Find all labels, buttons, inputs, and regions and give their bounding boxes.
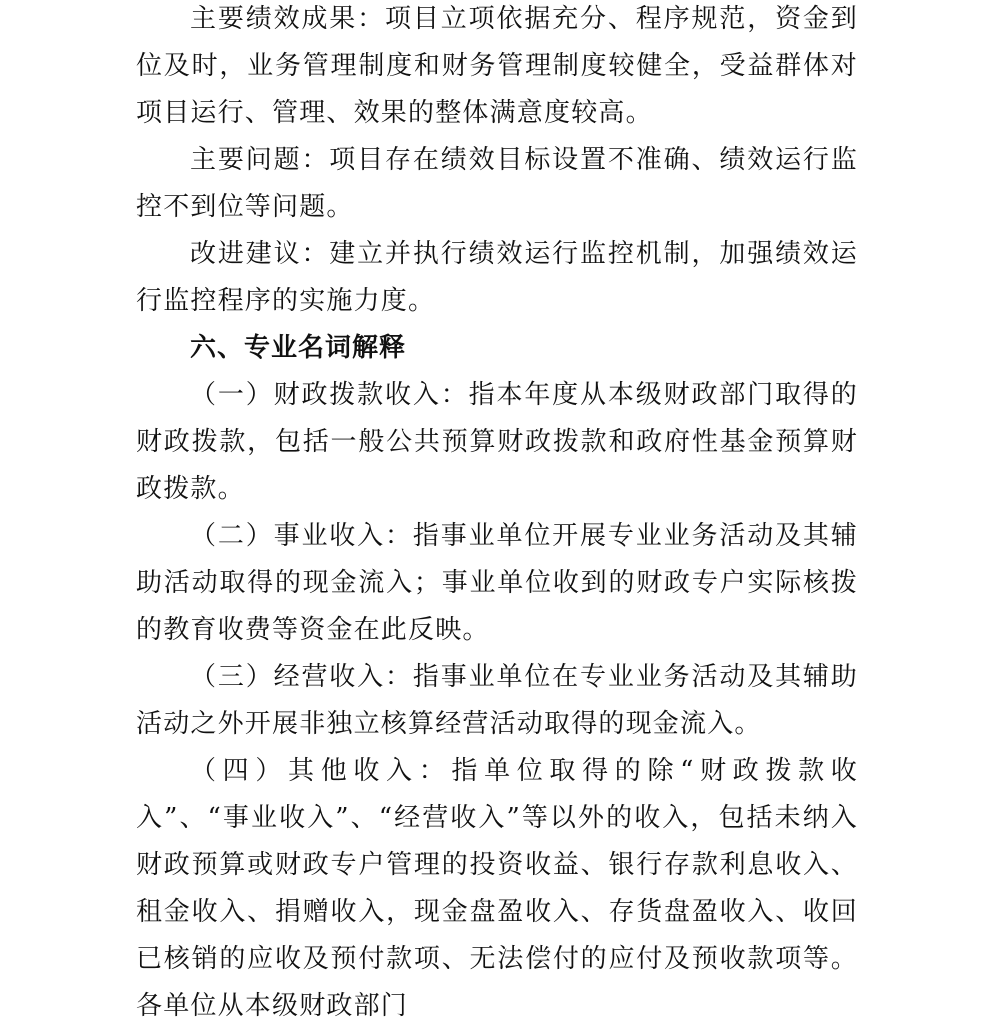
paragraph-improvement-suggestions: 改进建议：建立并执行绩效运行监控机制，加强绩效运行监控程序的实施力度。 bbox=[136, 239, 858, 316]
paragraph-business-income: （二）事业收入：指事业单位开展专业业务活动及其辅助活动取得的现金流入；事业单位收到的财政专户实际核拨的教育收费等资金在此反映。 bbox=[136, 521, 858, 645]
paragraph-other-income: （四）其他收入：指单位取得的除“财政拨款收入”、“事业收入”、“经营收入”等以外的收入，包括未纳入财政预算或财政专户管理的投资收益、银行存款利息收入、租金收入、捐赠收入，现金盘盈收入、存货盘盈收入、收回已核销的应收及预付款项、无法偿付的应付及预收款项等。各单位从本级财政部门 bbox=[136, 756, 858, 1021]
paragraph-fiscal-appropriation-income: （一）财政拨款收入：指本年度从本级财政部门取得的财政拨款，包括一般公共预算财政拨款和政府性基金预算财政拨款。 bbox=[136, 380, 858, 504]
paragraph-main-problems: 主要问题：项目存在绩效目标设置不准确、绩效运行监控不到位等问题。 bbox=[136, 145, 858, 222]
section-heading-terminology: 六、专业名词解释 bbox=[190, 333, 407, 363]
paragraph-performance-results: 主要绩效成果：项目立项依据充分、程序规范，资金到位及时，业务管理制度和财务管理制度较健全，受益群体对项目运行、管理、效果的整体满意度较高。 bbox=[136, 4, 858, 128]
paragraph-operating-income: （三）经营收入：指事业单位在专业业务活动及其辅助活动之外开展非独立核算经营活动取得的现金流入。 bbox=[136, 662, 858, 739]
